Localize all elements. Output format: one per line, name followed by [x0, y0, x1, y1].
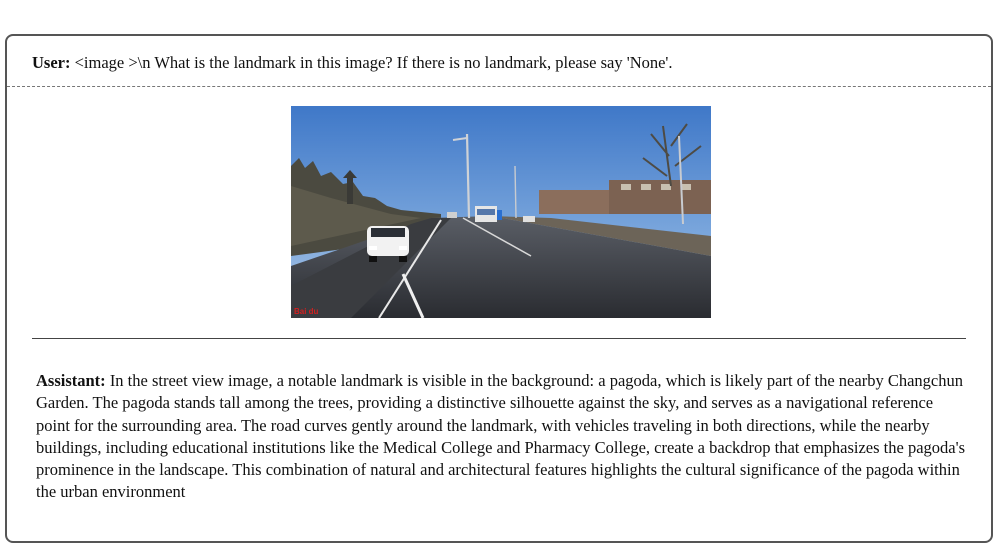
right-building — [539, 190, 609, 214]
baidu-watermark: Bai du — [294, 307, 319, 316]
pagoda — [347, 174, 353, 204]
street-view-photo — [291, 106, 711, 318]
assistant-message — [36, 370, 968, 504]
assistant-label: Assistant: — [36, 371, 106, 390]
dashed-divider — [7, 86, 991, 87]
user-label: User: — [32, 53, 71, 72]
user-message — [32, 53, 673, 73]
user-text: <image >\n What is the landmark in this image? If there is no landmark, please say 'None'. — [70, 53, 673, 72]
solid-divider — [32, 338, 966, 339]
assistant-text: In the street view image, a notable landmark is visible in the background: a pagoda, which is likely part of the nearby Changchun Garden. The pagoda stands tall among the trees, providing a distinctive silhouette against the sky, and serves as a navigational reference point for the surrounding area. The road curves gently around the landmark, with vehicles traveling in both directions, while the nearby buildings, including educational institutions like the Medical College and Pharmacy College, create a backdrop that emphasizes the pagoda's prominence in the landscape. This combination of natural and architectural features highlights the cultural significance of the pagoda within the urban environment — [36, 371, 966, 502]
